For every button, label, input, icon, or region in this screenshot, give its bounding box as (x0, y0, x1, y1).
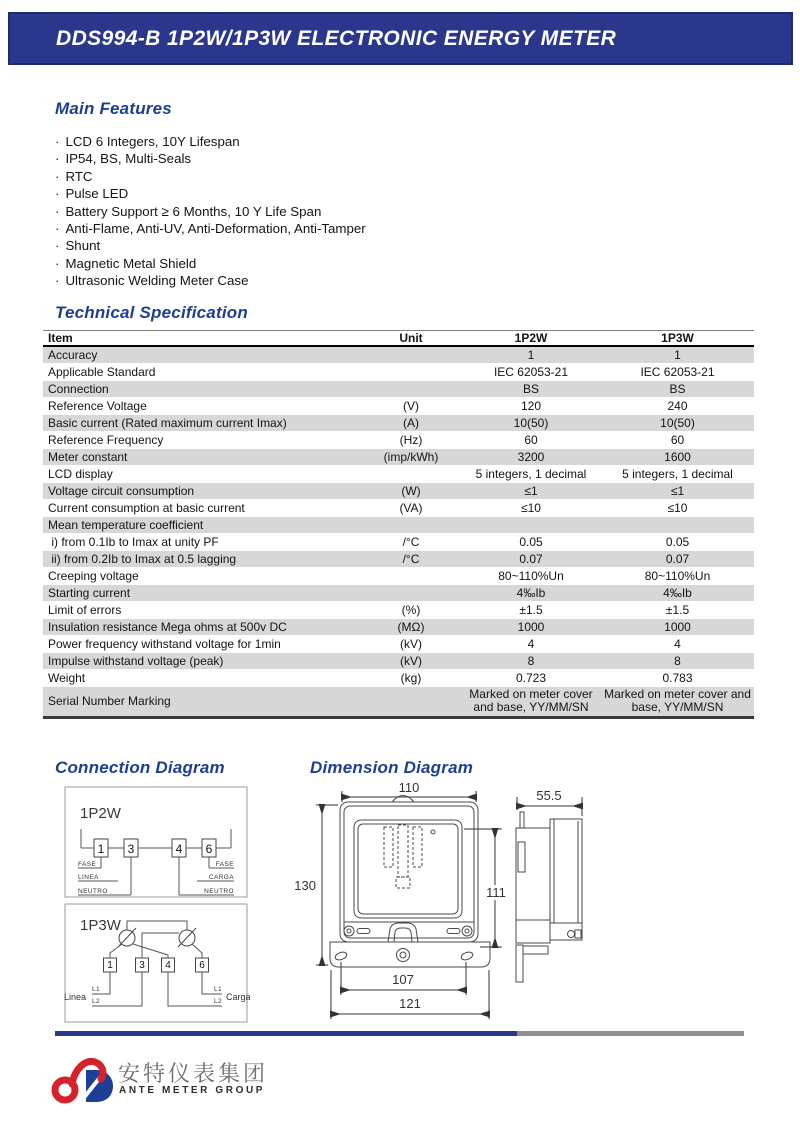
spec-cell: Limit of errors (43, 601, 361, 618)
spec-cell: 4‰Ib (601, 584, 754, 601)
feature-item (55, 272, 655, 289)
spec-table-body (43, 346, 754, 717)
spec-cell: 4 (601, 635, 754, 652)
p2w-drop-wires (101, 857, 209, 895)
side-screw-block (575, 930, 581, 938)
spec-row (43, 669, 754, 686)
spec-cell: 0.07 (461, 550, 601, 567)
meter-front-view (330, 796, 490, 968)
spec-cell: ≤10 (601, 499, 754, 516)
spec-cell: IEC 62053-21 (601, 363, 754, 380)
spec-cell: 5 integers, 1 decimal (601, 465, 754, 482)
feature-text: LCD 6 Integers, 10Y Lifespan (65, 134, 240, 149)
spec-cell: (%) (361, 601, 461, 618)
spec-cell: (VA) (361, 499, 461, 516)
spec-cell (461, 516, 601, 533)
carga-label: CARGA (208, 874, 234, 881)
spec-row (43, 686, 754, 717)
screw-left (344, 926, 354, 936)
screw-right-center (465, 929, 469, 933)
spec-row (43, 482, 754, 499)
spec-cell: 1 (461, 346, 601, 363)
spec-cell: IEC 62053-21 (461, 363, 601, 380)
bullet-glyph: · (55, 255, 60, 271)
spec-row (43, 618, 754, 635)
spec-cell (361, 686, 461, 717)
terminal-cover-arch (388, 923, 418, 942)
spec-cell: 4‰Ib (461, 584, 601, 601)
spec-row (43, 380, 754, 397)
feature-text: Pulse LED (65, 186, 129, 202)
main-features-section (55, 99, 655, 290)
spec-row (43, 397, 754, 414)
window-outline (354, 820, 462, 918)
l1-label-left: L1 (92, 986, 101, 993)
spec-row (43, 448, 754, 465)
spec-cell: (kV) (361, 652, 461, 669)
main-features-heading: Main Features (55, 99, 172, 118)
feature-item (55, 168, 655, 185)
feature-text: Anti-Flame, Anti-UV, Anti-Deformation, Anti-Tamper (65, 221, 366, 237)
carga-side-label: Carga (226, 992, 251, 1002)
spec-cell: 0.05 (601, 533, 754, 550)
spec-header-row (43, 331, 754, 347)
spec-row (43, 567, 754, 584)
spec-cell: /°C (361, 550, 461, 567)
bullet-glyph: · (55, 273, 60, 289)
side-screw (568, 931, 575, 938)
spec-cell: 10(50) (461, 414, 601, 431)
spec-cell: Meter constant (43, 448, 361, 465)
spec-cell: Basic current (Rated maximum current Imax) (43, 414, 361, 431)
spec-cell: Power frequency withstand voltage for 1min (43, 635, 361, 652)
slot-left (357, 929, 370, 934)
spec-cell: Accuracy (43, 346, 361, 363)
feature-text: RTC (65, 168, 93, 184)
spec-cell: 80~110%Un (461, 567, 601, 584)
spec-cell: (W) (361, 482, 461, 499)
feature-text: Magnetic Metal Shield (65, 255, 197, 271)
l2-label-right: L2 (213, 998, 222, 1005)
spec-cell: 1000 (461, 618, 601, 635)
p2w-label: 1P2W (80, 805, 121, 822)
spec-cell: 0.07 (601, 550, 754, 567)
spec-cell: ≤1 (601, 482, 754, 499)
spec-row (43, 465, 754, 482)
terminal-cover-arch-inner (394, 928, 412, 942)
linea-side-label: Linea (64, 992, 87, 1002)
terminal-number: 3 (127, 842, 135, 856)
side-detail (518, 842, 525, 872)
feature-text: IP54, BS, Multi-Seals (65, 151, 192, 167)
side-cover-lines (554, 819, 578, 923)
spec-row (43, 601, 754, 618)
spec-cell (361, 363, 461, 380)
diagrams-canvas (0, 778, 800, 1030)
spec-cell: 8 (461, 652, 601, 669)
spec-cell: (kV) (361, 635, 461, 652)
spec-cell: Mean temperature coefficient (43, 516, 361, 533)
spec-cell (361, 584, 461, 601)
side-body (516, 828, 550, 943)
bullet-glyph: · (55, 134, 60, 149)
spec-cell: Creeping voltage (43, 567, 361, 584)
side-lower-box (550, 923, 582, 940)
bullet-glyph: · (55, 151, 60, 167)
spec-cell: 1600 (601, 448, 754, 465)
center-screw-inner (400, 952, 406, 958)
technical-specification-heading: Technical Specification (55, 303, 248, 322)
p2w-wiring-diagram (65, 787, 247, 897)
spec-cell: i) from 0.1Ib to Imax at unity PF (43, 533, 361, 550)
spec-cell: Current consumption at basic current (43, 499, 361, 516)
terminal-number: 6 (199, 960, 205, 971)
spec-cell: Starting current (43, 584, 361, 601)
feature-text: Ultrasonic Welding Meter Case (65, 273, 249, 289)
spec-row (43, 414, 754, 431)
spec-cell: 120 (461, 397, 601, 414)
spec-cell: 60 (461, 431, 601, 448)
spec-row (43, 652, 754, 669)
spec-cell: Voltage circuit consumption (43, 482, 361, 499)
spec-cell: BS (461, 380, 601, 397)
spec-cell: (V) (361, 397, 461, 414)
bullet-glyph: · (55, 186, 60, 202)
feature-item (55, 237, 655, 254)
spec-cell: Impulse withstand voltage (peak) (43, 652, 361, 669)
spec-cell: (kg) (361, 669, 461, 686)
fase-label-right: FASE (215, 861, 234, 868)
fase-label-left: FASE (78, 861, 97, 868)
top-pin (520, 812, 524, 828)
neutro-label-left: NEUTRO (78, 888, 108, 895)
feature-text: Shunt (65, 238, 101, 254)
spec-row (43, 635, 754, 652)
dimension-lines (294, 780, 582, 1019)
screw-left-center (347, 929, 351, 933)
feature-item (55, 255, 655, 272)
spec-cell: Reference Voltage (43, 397, 361, 414)
slot-right (447, 929, 460, 934)
col-header-item: Item (43, 331, 361, 347)
spec-cell: 60 (601, 431, 754, 448)
spec-cell: 5 integers, 1 decimal (461, 465, 601, 482)
p3w-wiring-diagram (64, 904, 251, 1022)
spec-cell: (imp/kWh) (361, 448, 461, 465)
spec-cell: ii) from 0.2Ib to Imax at 0.5 lagging (43, 550, 361, 567)
mount-hole-right (460, 951, 474, 962)
terminal-number: 4 (165, 960, 171, 971)
spec-cell (601, 516, 754, 533)
foot-tab (523, 946, 548, 954)
spec-row (43, 533, 754, 550)
spec-cell: Connection (43, 380, 361, 397)
dimension-diagram-heading: Dimension Diagram (310, 758, 474, 777)
feature-text: Battery Support ≥ 6 Months, 10 Y Life Span (65, 203, 322, 219)
bullet-glyph: · (55, 168, 60, 184)
spec-row (43, 431, 754, 448)
connection-diagram-heading: Connection Diagram (55, 758, 225, 777)
mount-hole-left (334, 951, 348, 962)
feature-item (55, 220, 655, 237)
dim-height: 130 (294, 878, 316, 893)
terminal-number: 3 (139, 960, 145, 971)
dim-hole-span: 107 (392, 972, 414, 987)
spec-cell: (MΩ) (361, 618, 461, 635)
dim-inner-height: 111 (486, 885, 506, 900)
col-header-1p3w: 1P3W (601, 331, 754, 347)
spec-cell: 240 (601, 397, 754, 414)
spec-cell: Serial Number Marking (43, 686, 361, 717)
hanger-bump (392, 796, 414, 803)
logo-english-text: ANTE METER GROUP (119, 1085, 266, 1096)
neutro-label-right: NEUTRO (204, 888, 234, 895)
linea-label: LINEA (78, 874, 99, 881)
title-bar (8, 12, 793, 65)
col-header-unit: Unit (361, 331, 461, 347)
seal-hole (431, 830, 435, 834)
foot-bar (516, 945, 523, 982)
ante-logo (48, 1050, 120, 1110)
feature-item (55, 203, 655, 220)
dim-width: 110 (398, 780, 420, 795)
spec-cell: 0.05 (461, 533, 601, 550)
spec-row (43, 363, 754, 380)
meter-side-view (516, 812, 582, 982)
spec-row (43, 584, 754, 601)
p3w-label: 1P3W (80, 917, 121, 934)
spec-cell: 8 (601, 652, 754, 669)
spec-cell: (Hz) (361, 431, 461, 448)
terminal-number: 1 (97, 842, 105, 856)
logo-chinese-text: 安特仪表集团 (118, 1061, 269, 1086)
spec-cell: 0.723 (461, 669, 601, 686)
features-list (55, 133, 655, 290)
logo-mark (55, 1061, 113, 1102)
spec-cell: BS (601, 380, 754, 397)
spec-cell: LCD display (43, 465, 361, 482)
spec-cell: ≤1 (461, 482, 601, 499)
dim-base-width: 121 (399, 996, 421, 1011)
spec-cell: Weight (43, 669, 361, 686)
screw-right (462, 926, 472, 936)
feature-item (55, 133, 655, 150)
spec-cell (361, 465, 461, 482)
p3w-lower-wires (92, 972, 222, 1006)
spec-cell: Marked on meter cover and base, YY/MM/SN (461, 686, 601, 717)
spec-cell: ≤10 (461, 499, 601, 516)
spec-cell (361, 567, 461, 584)
page-title: DDS994-B 1P2W/1P3W ELECTRONIC ENERGY METER (56, 26, 617, 50)
specification-table (43, 330, 754, 719)
feature-item (55, 185, 655, 202)
spec-row (43, 550, 754, 567)
bullet-glyph: · (55, 238, 60, 254)
spec-row (43, 346, 754, 363)
spec-cell (361, 380, 461, 397)
spec-cell: 10(50) (601, 414, 754, 431)
spec-cell: 0.783 (601, 669, 754, 686)
ext-130 (316, 805, 338, 965)
footer-bar-gray (517, 1031, 744, 1036)
terminal-number: 4 (175, 842, 183, 856)
spec-cell: Reference Frequency (43, 431, 361, 448)
spec-cell: Insulation resistance Mega ohms at 500v DC (43, 618, 361, 635)
spec-cell: 1000 (601, 618, 754, 635)
spec-cell: 3200 (461, 448, 601, 465)
feature-item (55, 150, 655, 167)
spec-cell: (A) (361, 414, 461, 431)
hidden-hanger-dashed (384, 825, 422, 888)
spec-cell (361, 346, 461, 363)
dim-depth: 55.5 (536, 788, 562, 803)
spec-row (43, 516, 754, 533)
terminal-number: 6 (205, 842, 213, 856)
bullet-glyph: · (55, 221, 60, 237)
spec-cell: ±1.5 (601, 601, 754, 618)
l1-label-right: L1 (213, 986, 222, 993)
l2-label-left: L2 (92, 998, 101, 1005)
spec-cell: 80~110%Un (601, 567, 754, 584)
col-header-1p2w: 1P2W (461, 331, 601, 347)
side-cover (550, 819, 582, 923)
case-outline (340, 802, 478, 942)
footer-bar-blue (55, 1031, 517, 1036)
spec-cell (361, 516, 461, 533)
spec-row (43, 499, 754, 516)
spec-cell: /°C (361, 533, 461, 550)
spec-cell: 4 (461, 635, 601, 652)
center-screw (397, 949, 410, 962)
bullet-glyph: · (55, 203, 60, 219)
terminal-number: 1 (107, 960, 113, 971)
spec-cell: ±1.5 (461, 601, 601, 618)
spec-cell: Marked on meter cover and base, YY/MM/SN (601, 686, 754, 717)
spec-cell: 1 (601, 346, 754, 363)
spec-cell: Applicable Standard (43, 363, 361, 380)
